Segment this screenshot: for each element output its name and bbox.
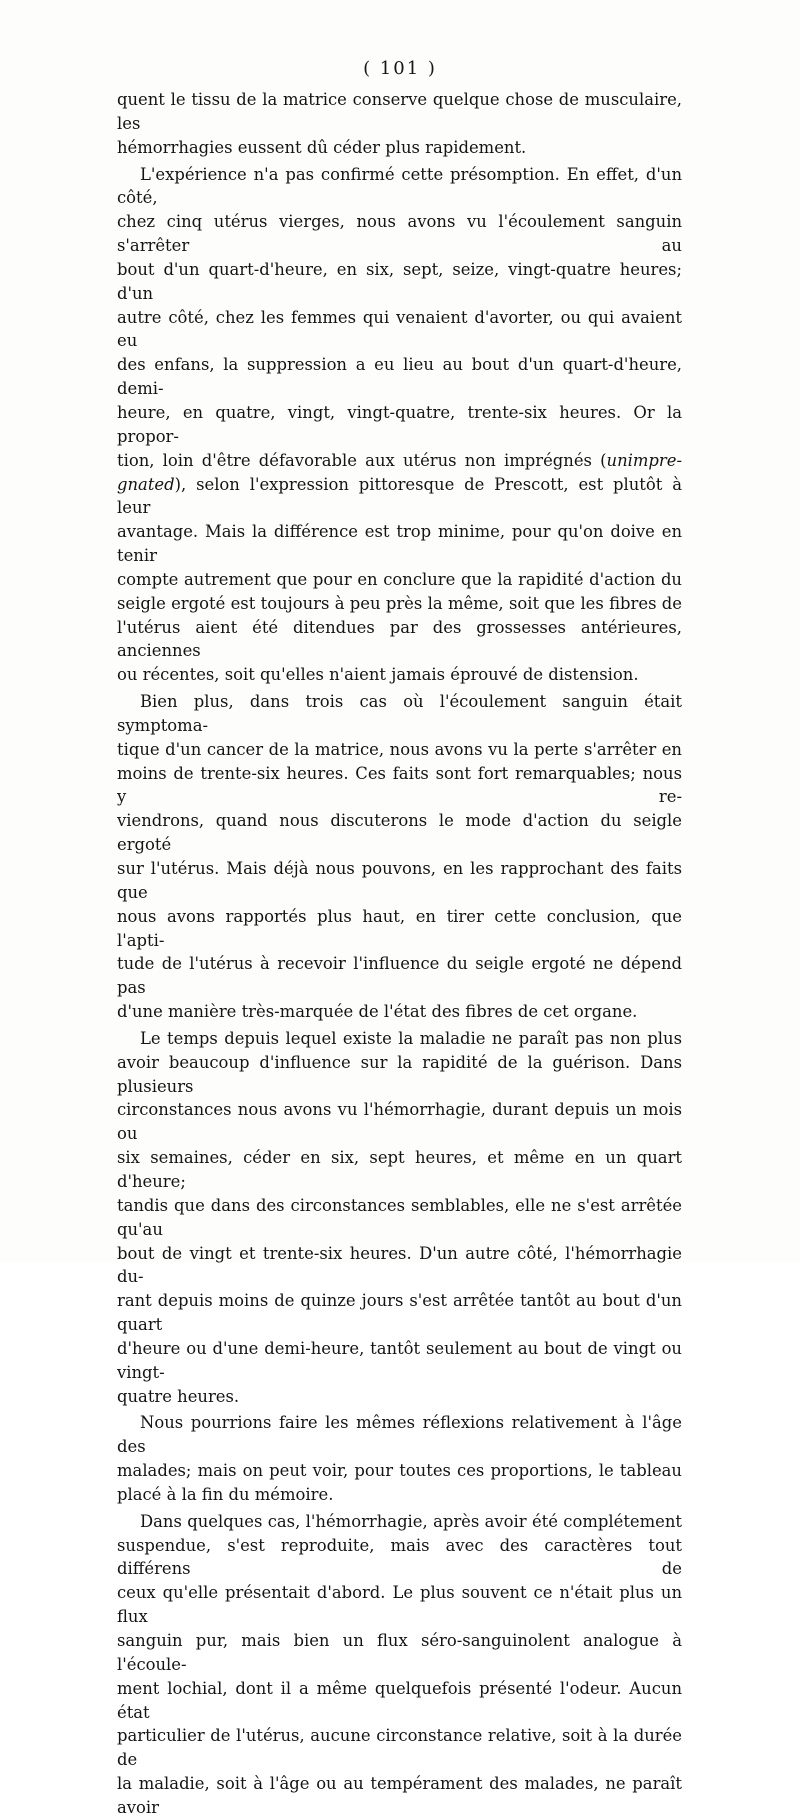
- paragraph-line: [117, 1459, 682, 1483]
- text-line: sur l'utérus. Mais déjà nous pouvons, en les rapprochant des faits que: [117, 859, 682, 902]
- text-line: avoir beaucoup d'influence sur la rapidité de la guérison. Dans plusieurs: [117, 1052, 682, 1096]
- paragraph-line: [117, 1581, 682, 1629]
- text-line-rest: ), selon l'expression pittoresque de Prescott, est plutôt à leur: [117, 474, 682, 518]
- text-line: tique d'un cancer de la matrice, nous avons vu la perte s'arrêter en: [117, 739, 682, 759]
- text-line: placé à la fin du mémoire.: [117, 1484, 334, 1504]
- paragraph-line: [117, 520, 682, 568]
- text-line: hémorrhagies eussent dû céder plus rapidement.: [117, 137, 527, 157]
- paragraph-line: [117, 473, 682, 521]
- text-line: avantage. Mais la différence est trop minime, pour qu'on doive en tenir: [117, 522, 682, 566]
- paragraph-line: [117, 905, 682, 953]
- text-line: des enfans, la suppression a eu lieu au bout d'un quart-d'heure, demi-: [117, 355, 682, 399]
- paragraph: [117, 136, 682, 160]
- text-line: Nous pourrions faire les mêmes réflexions relativement à l'âge des: [117, 1413, 682, 1457]
- paragraph-line: [117, 857, 682, 905]
- paragraph-line: [117, 952, 682, 1000]
- paragraph-line: [117, 568, 682, 592]
- paragraph-line: [117, 616, 682, 664]
- page-number: ( 101 ): [363, 58, 437, 79]
- text-line: particulier de l'utérus, aucune circonstance relative, soit à la durée de: [117, 1726, 682, 1770]
- text-line: ceux qu'elle présentait d'abord. Le plus souvent ce n'était plus un flux: [117, 1583, 682, 1627]
- paragraph-line: [117, 449, 682, 473]
- text-line: seigle ergoté est toujours à peu près la même, soit que les fibres de: [117, 593, 682, 613]
- paragraph-line: [117, 1534, 682, 1582]
- paragraph: [117, 1411, 682, 1459]
- paragraph-line: [117, 1483, 682, 1507]
- text-line: malades; mais on peut voir, pour toutes ces proportions, le tableau: [117, 1461, 682, 1481]
- text-line: Le temps depuis lequel existe la maladie ne paraît pas non plus: [140, 1028, 682, 1048]
- paragraph-line: [117, 353, 682, 401]
- text-line: la maladie, soit à l'âge ou au tempérament des malades, ne paraît avoir: [117, 1774, 682, 1817]
- text-line: suspendue, s'est reproduite, mais avec des caractères tout différens de: [117, 1535, 682, 1579]
- text-line: Bien plus, dans trois cas où l'écoulement sanguin était symptoma-: [117, 692, 682, 735]
- paragraph: [117, 1510, 682, 1534]
- paragraph-line: [117, 1337, 682, 1385]
- text-line: nous avons rapportés plus haut, en tirer cette conclusion, que l'apti-: [117, 906, 682, 950]
- body-text: [117, 88, 682, 1820]
- paragraph-line: [117, 1098, 682, 1146]
- paragraph-line: [117, 258, 682, 306]
- text-line: quatre heures.: [117, 1386, 240, 1406]
- paragraph-line: [117, 1385, 682, 1409]
- text-line: tandis que dans des circonstances semblables, elle ne s'est arrêtée qu'au: [117, 1195, 682, 1239]
- text-line: tion, loin d'être défavorable aux utérus non imprégnés (: [117, 450, 607, 470]
- italic-term: gnated: [117, 474, 175, 494]
- text-line: tude de l'utérus à recevoir l'influence du seigle ergoté ne dépend pas: [117, 954, 682, 998]
- paragraph-line: [117, 210, 682, 258]
- text-line: quent le tissu de la matrice conserve quelque chose de musculaire, les: [117, 90, 682, 133]
- text-line: six semaines, céder en six, sept heures, et même en un quart d'heure;: [117, 1148, 682, 1191]
- paragraph-line: [117, 1772, 682, 1820]
- paragraph: [117, 88, 682, 136]
- paragraph-line: [117, 809, 682, 857]
- text-line: moins de trente-six heures. Ces faits sont fort remarquables; nous y re-: [117, 763, 682, 807]
- paragraph-line: [117, 1629, 682, 1677]
- text-line: viendrons, quand nous discuterons le mode d'action du seigle ergoté: [117, 811, 682, 855]
- text-line: compte autrement que pour en conclure que la rapidité d'action du: [117, 569, 682, 589]
- text-line: bout de vingt et trente-six heures. D'un autre côté, l'hémorrhagie du-: [117, 1243, 682, 1287]
- text-line: ou récentes, soit qu'elles n'aient jamais éprouvé de distension.: [117, 665, 639, 685]
- paragraph-line: [117, 1146, 682, 1194]
- text-line: chez cinq utérus vierges, nous avons vu l'écoulement sanguin s'arrêter au: [117, 212, 682, 256]
- text-line: L'expérience n'a pas confirmé cette présomption. En effet, d'un côté,: [117, 164, 682, 208]
- paragraph-line: [117, 738, 682, 762]
- paragraph-line: [117, 762, 682, 810]
- paragraph: [117, 1027, 682, 1051]
- text-line: circonstances nous avons vu l'hémorrhagie, durant depuis un mois ou: [117, 1100, 682, 1144]
- paragraph-line: [117, 663, 682, 687]
- text-line: d'heure ou d'une demi-heure, tantôt seulement au bout de vingt ou vingt-: [117, 1338, 682, 1382]
- text-line: Dans quelques cas, l'hémorrhagie, après avoir été complétement: [140, 1511, 682, 1531]
- text-line: heure, en quatre, vingt, vingt-quatre, trente-six heures. Or la propor-: [117, 402, 682, 446]
- paragraph-line: [117, 1051, 682, 1099]
- text-line: sanguin pur, mais bien un flux séro-sanguinolent analogue à l'écoule-: [117, 1631, 682, 1674]
- text-line: autre côté, chez les femmes qui venaient d'avorter, ou qui avaient eu: [117, 307, 682, 351]
- paragraph-line: [117, 1194, 682, 1242]
- text-line: ment lochial, dont il a même quelquefois présenté l'odeur. Aucun état: [117, 1678, 682, 1722]
- paragraph-line: [117, 1724, 682, 1772]
- text-line: d'une manière très-marquée de l'état des fibres de cet organe.: [117, 1002, 638, 1022]
- paragraph-line: [117, 592, 682, 616]
- italic-term: unimpre-: [606, 450, 682, 470]
- paragraph: [117, 163, 682, 211]
- text-line: l'utérus aient été ditendues par des grossesses antérieures, anciennes: [117, 617, 682, 661]
- paragraph-line: [117, 1000, 682, 1024]
- paragraph: [117, 690, 682, 738]
- text-line: bout d'un quart-d'heure, en six, sept, seize, vingt-quatre heures; d'un: [117, 259, 682, 303]
- paragraph-line: [117, 1677, 682, 1725]
- paragraph-line: [117, 1242, 682, 1290]
- text-line: rant depuis moins de quinze jours s'est arrêtée tantôt au bout d'un quart: [117, 1291, 682, 1335]
- paragraph-line: [117, 306, 682, 354]
- paragraph-line: [117, 1289, 682, 1337]
- paragraph-line: [117, 401, 682, 449]
